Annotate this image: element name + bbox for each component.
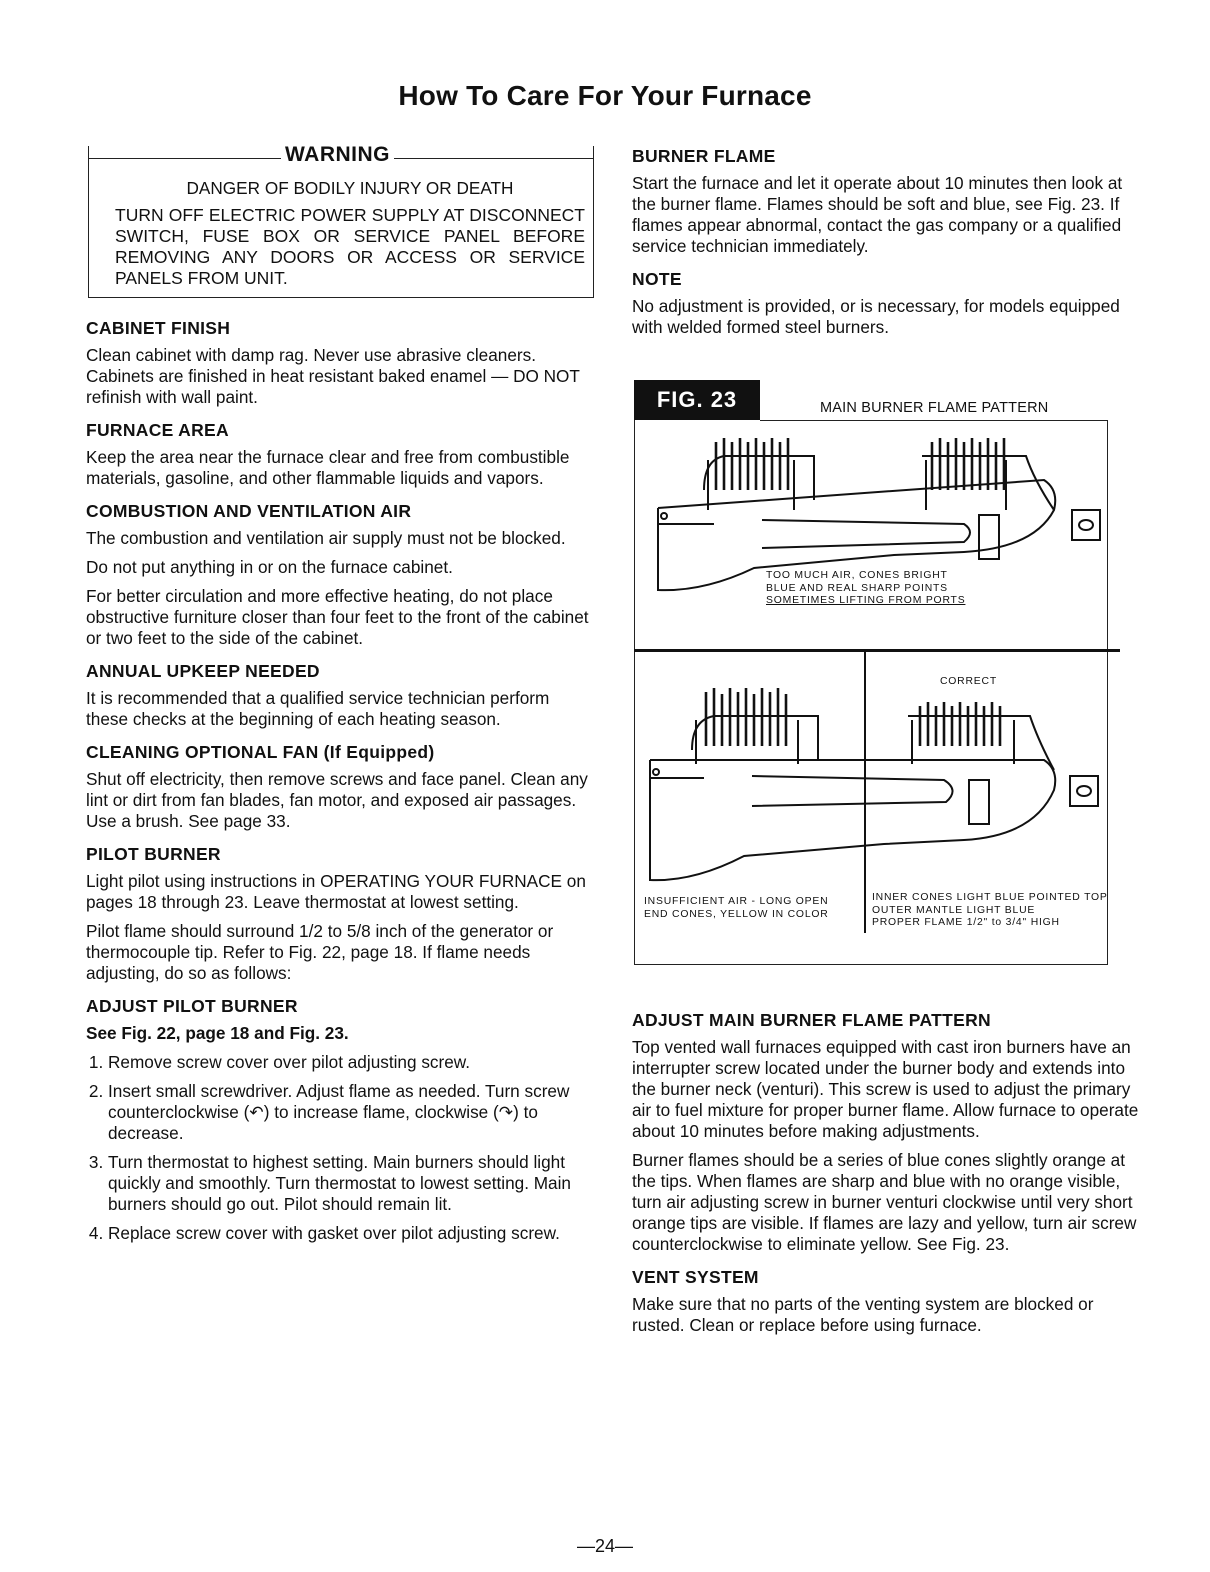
- section-heading: VENT SYSTEM: [632, 1267, 759, 1287]
- right-column: [632, 146, 1142, 1348]
- page-title: How To Care For Your Furnace: [398, 80, 812, 111]
- steps-list: [86, 1052, 591, 1244]
- section-adjust-main-burner: [632, 1010, 1142, 1255]
- section-adjust-pilot: [86, 996, 591, 1244]
- list-item: 1. Remove screw cover over pilot adjusting screw.: [108, 1052, 591, 1073]
- section-cabinet-finish: [86, 318, 591, 408]
- figure-caption: MAIN BURNER FLAME PATTERN: [820, 400, 1049, 416]
- list-item: 3. Turn thermostat to highest setting. Main burners should light quickly and smoothly. Turn thermostat to lowest setting. Main burners should go out. Pilot should remain lit.: [108, 1152, 591, 1215]
- section-subheading: See Fig. 22, page 18 and Fig. 23.: [86, 1023, 349, 1043]
- section-cleaning-fan: [86, 742, 591, 832]
- annotation-line: PROPER FLAME 1/2" to 3/4" HIGH: [872, 917, 1060, 928]
- section-furnace-area: [86, 420, 591, 489]
- section-text: Light pilot using instructions in OPERATING YOUR FURNACE on pages 18 through 23. Leave thermostat at lowest setting.: [86, 871, 586, 912]
- annotation-line: TOO MUCH AIR, CONES BRIGHT: [766, 570, 948, 581]
- section-text: Pilot flame should surround 1/2 to 5/8 inch of the generator or thermocouple tip. Refer to Fig. 22, page 18. If flame needs adjusting, do so as follows:: [86, 921, 554, 983]
- section-heading: NOTE: [632, 269, 682, 289]
- warning-box: [88, 143, 594, 298]
- section-combustion-air: [86, 501, 591, 649]
- section-pilot-burner: [86, 844, 591, 984]
- section-heading: ADJUST PILOT BURNER: [86, 996, 298, 1016]
- section-text: Start the furnace and let it operate about 10 minutes then look at the burner flame. Flames should be soft and blue, see Fig. 23. If flames appear abnormal, contact the gas company or a qualified service technician immediately.: [632, 173, 1123, 256]
- annotation-line: BLUE AND REAL SHARP POINTS: [766, 582, 948, 594]
- section-text: Do not put anything in or on the furnace cabinet.: [86, 557, 453, 577]
- section-note: [632, 269, 1142, 338]
- section-text: For better circulation and more effective heating, do not place obstructive furniture closer than four feet to the front of the cabinet or two feet to the side of the cabinet.: [86, 586, 589, 648]
- section-burner-flame: [632, 146, 1142, 257]
- warning-title: WARNING: [281, 144, 394, 165]
- burner-illustration-correct: [634, 680, 1110, 880]
- annotation-line: END CONES, YELLOW IN COLOR: [644, 908, 829, 920]
- warning-danger: DANGER OF BODILY INJURY OR DEATH: [186, 178, 514, 198]
- section-heading: FURNACE AREA: [86, 420, 229, 440]
- annotation-line: INNER CONES LIGHT BLUE POINTED TOP: [872, 892, 1108, 903]
- section-annual-upkeep: [86, 661, 591, 730]
- section-vent-system: [632, 1267, 1142, 1336]
- label-correct: CORRECT: [940, 676, 997, 687]
- annotation-proper-flame: [872, 892, 1108, 930]
- section-heading: PILOT BURNER: [86, 844, 221, 864]
- section-heading: CLEANING OPTIONAL FAN (If Equipped): [86, 742, 435, 762]
- list-item: 2. Insert small screwdriver. Adjust flame as needed. Turn screw counterclockwise (↶) to increase flame, clockwise (↷) to decrease.: [108, 1081, 591, 1144]
- annotation-line: OUTER MANTLE LIGHT BLUE: [872, 904, 1036, 916]
- section-text: It is recommended that a qualified service technician perform these checks at the beginning of each heating season.: [86, 688, 550, 729]
- section-heading: ANNUAL UPKEEP NEEDED: [86, 661, 320, 681]
- annotation-line: INSUFFICIENT AIR - LONG OPEN: [644, 896, 829, 907]
- section-heading: BURNER FLAME: [632, 146, 776, 166]
- section-text: Make sure that no parts of the venting system are blocked or rusted. Clean or replace before using furnace.: [632, 1294, 1094, 1335]
- left-column: [86, 143, 591, 1256]
- burner-illustration-too-much-air: [634, 420, 1110, 650]
- annotation-line: SOMETIMES LIFTING FROM PORTS: [766, 595, 966, 606]
- section-text: Burner flames should be a series of blue cones slightly orange at the tips. When flames are sharp and blue with no orange visible, turn air adjusting screw in burner venturi clockwise until very short orange tips are visible. If flames are lazy and yellow, turn air screw counterclockwise to eliminate yellow. See Fig. 23.: [632, 1150, 1137, 1254]
- section-heading: CABINET FINISH: [86, 318, 231, 338]
- list-item: 4. Replace screw cover with gasket over pilot adjusting screw.: [108, 1223, 591, 1244]
- section-text: No adjustment is provided, or is necessary, for models equipped with welded formed steel burners.: [632, 296, 1120, 337]
- figure-divider: [634, 649, 1120, 652]
- section-text: Shut off electricity, then remove screws and face panel. Clean any lint or dirt from fan blades, fan motor, and exposed air passages. Use a brush. See page 33.: [86, 769, 588, 831]
- section-text: Clean cabinet with damp rag. Never use abrasive cleaners. Cabinets are finished in heat resistant baked enamel — DO NOT refinish with wall paint.: [86, 345, 580, 407]
- figure-23: [634, 380, 1110, 976]
- section-heading: ADJUST MAIN BURNER FLAME PATTERN: [632, 1010, 991, 1030]
- section-heading: COMBUSTION AND VENTILATION AIR: [86, 501, 412, 521]
- section-text: Top vented wall furnaces equipped with cast iron burners have an interrupter screw located under the burner body and extends into the burner neck (venturi). This screw is used to adjust the primary air to fuel mixture for proper burner flame. Allow furnace to operate about 10 minutes before making adjustments.: [632, 1037, 1139, 1141]
- page-number: —24—: [576, 1536, 634, 1556]
- section-text: The combustion and ventilation air supply must not be blocked.: [86, 528, 566, 548]
- annotation-insufficient-air: [644, 896, 829, 921]
- figure-tag: FIG. 23: [634, 380, 760, 420]
- warning-text: TURN OFF ELECTRIC POWER SUPPLY AT DISCONNECT SWITCH, FUSE BOX OR SERVICE PANEL BEFORE REMOVING ANY DOORS OR ACCESS OR SERVICE PANELS FROM UNIT.: [115, 205, 585, 288]
- section-text: Keep the area near the furnace clear and free from combustible materials, gasoline, and other flammable liquids and vapors.: [86, 447, 570, 488]
- annotation-too-much-air: [766, 570, 965, 608]
